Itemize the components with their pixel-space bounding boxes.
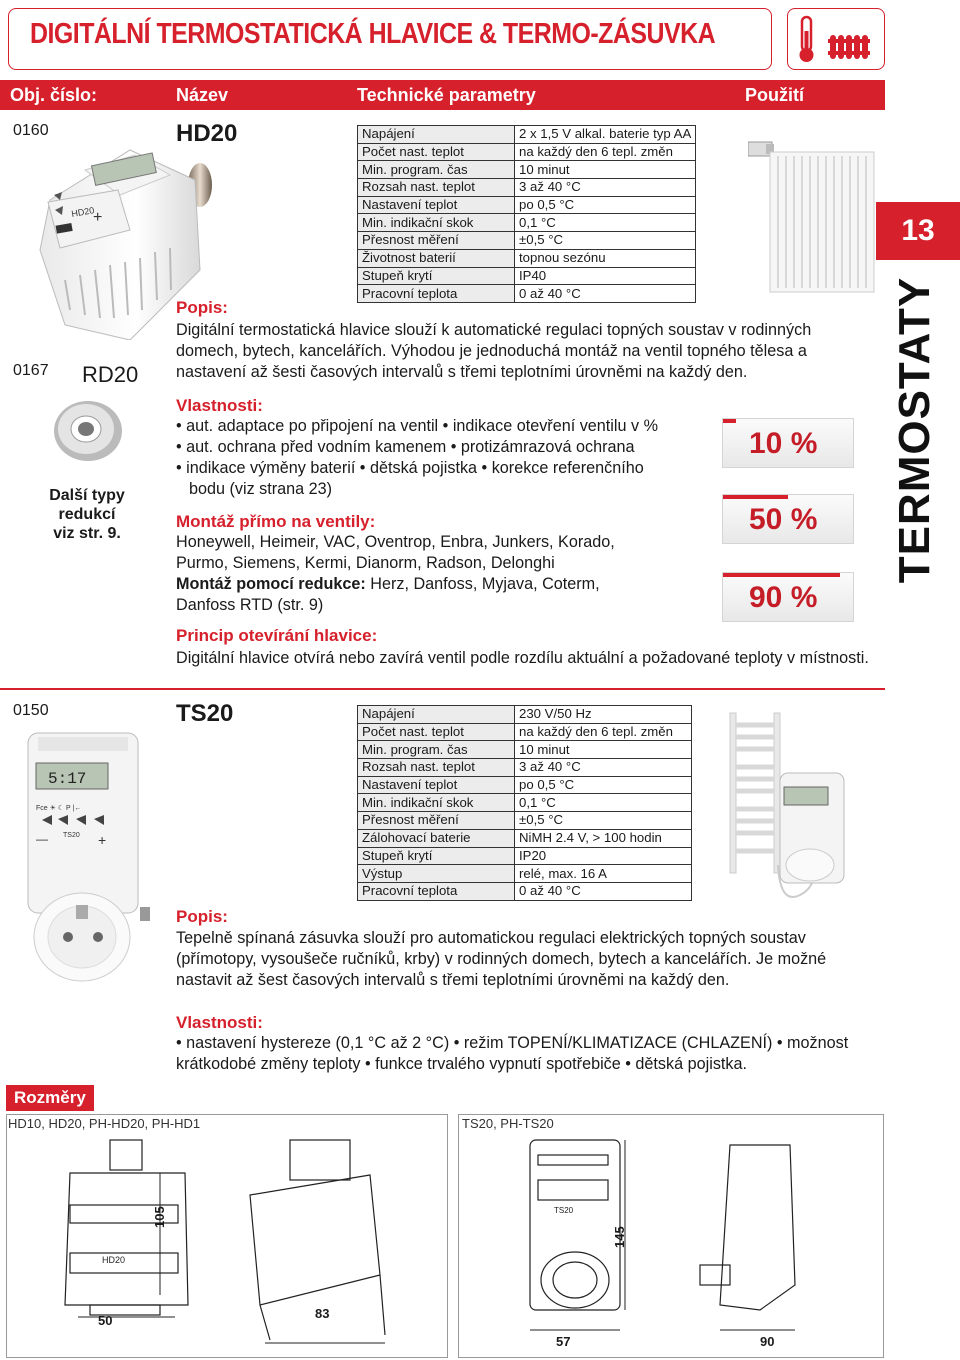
hd20-vlastnosti-line-4: bodu (viz strana 23) xyxy=(189,480,333,498)
ts20-dimension-drawing xyxy=(520,1135,860,1350)
svg-text:+: + xyxy=(98,832,107,848)
ts20-spec-value: 10 minut xyxy=(515,741,692,759)
ts20-popis: Tepelně spínaná zásuvka slouží pro automatickou regulaci elektrických topných soustav (přímotopy, vysoušeče ručníků, krby) v rodinných domech, bytech a kancelářích. Je možné nastavit až šest časových intervalů s třemi teplotními úrovněmi na každý den. xyxy=(176,929,827,989)
hd20-spec-value: 0 až 40 °C xyxy=(515,285,696,303)
hd20-montaz-line-3 xyxy=(176,574,716,595)
svg-text:5:17: 5:17 xyxy=(48,770,87,788)
hd20-montaz-line-4: Danfoss RTD (str. 9) xyxy=(176,596,324,614)
svg-text:HD20: HD20 xyxy=(102,1255,126,1265)
hd20-spec-key: Životnost baterií xyxy=(358,249,515,267)
hd20-spec-key: Stupeň krytí xyxy=(358,267,515,285)
hd20-montaz xyxy=(176,532,716,616)
hd20-spec-row xyxy=(358,232,696,250)
rd20-note-line-1: Další typy xyxy=(49,487,125,504)
dim-105: 105 xyxy=(152,1206,167,1228)
hd20-spec-value: 10 minut xyxy=(515,161,696,179)
radiator-image xyxy=(748,138,878,298)
ts20-spec-value: 230 V/50 Hz xyxy=(515,706,692,724)
ts20-spec-table xyxy=(357,705,692,901)
rd20-note-line-2: redukcí xyxy=(58,506,116,523)
ts20-spec-row xyxy=(358,829,692,847)
percent-box-90 xyxy=(722,572,854,622)
hd20-spec-row xyxy=(358,214,696,232)
svg-text:+: + xyxy=(93,209,103,226)
ts20-spec-row xyxy=(358,812,692,830)
ts20-model: TS20 xyxy=(176,700,234,727)
ts20-spec-value: IP20 xyxy=(515,847,692,865)
percent-bar-10 xyxy=(723,419,736,423)
ts20-spec-row xyxy=(358,865,692,883)
header-obj: Obj. číslo: xyxy=(10,85,98,105)
hd20-spec-key: Nastavení teplot xyxy=(358,196,515,214)
hd20-princip-head: Princip otevírání hlavice: xyxy=(176,626,378,645)
ts20-spec-row xyxy=(358,741,692,759)
hd20-spec-key: Min. indikační skok xyxy=(358,214,515,232)
ts20-popis-head: Popis: xyxy=(176,907,228,926)
hd20-vlastnosti-line-3: • indikace výměny baterií • dětská pojistka • korekce referenčního xyxy=(176,459,644,477)
ts20-product-image xyxy=(18,715,158,985)
hd20-vlastnosti-head: Vlastnosti: xyxy=(176,396,263,415)
hd20-code: 0160 xyxy=(13,122,49,139)
hd20-vlastnosti-line-2: • aut. ochrana před vodním kamenem • protizámrazová ochrana xyxy=(176,438,635,456)
hd20-spec-row xyxy=(358,179,696,197)
percent-bar-50 xyxy=(723,495,788,499)
percent-bar-90 xyxy=(723,573,840,577)
section-number-tab: 13 xyxy=(876,202,960,260)
ts20-spec-key: Přesnost měření xyxy=(358,812,515,830)
hd20-spec-row xyxy=(358,161,696,179)
column-header-bar xyxy=(0,80,885,110)
percent-label-90: 90 % xyxy=(749,581,818,614)
ts20-spec-row xyxy=(358,706,692,724)
hd20-vlastnosti xyxy=(176,416,716,500)
hd20-spec-key: Rozsah nast. teplot xyxy=(358,179,515,197)
ts20-spec-key: Počet nast. teplot xyxy=(358,723,515,741)
ts20-spec-key: Zálohovací baterie xyxy=(358,829,515,847)
svg-text:—: — xyxy=(36,832,48,846)
ts20-spec-value: 0 až 40 °C xyxy=(515,882,692,900)
dim-57: 57 xyxy=(556,1334,571,1349)
hd20-spec-row xyxy=(358,285,696,303)
dim-90: 90 xyxy=(760,1334,775,1349)
ts20-spec-key: Min. program. čas xyxy=(358,741,515,759)
rd20-code: 0167 xyxy=(13,362,49,379)
ts20-spec-value: NiMH 2.4 V, > 100 hodin xyxy=(515,829,692,847)
hd20-spec-value: 0,1 °C xyxy=(515,214,696,232)
svg-text:HD20: HD20 xyxy=(70,205,96,219)
hd20-montaz-line-2: Purmo, Siemens, Kermi, Dianorm, Radson, Delonghi xyxy=(176,554,555,572)
dim-83: 83 xyxy=(315,1306,330,1321)
header-params: Technické parametry xyxy=(357,85,536,105)
ts20-spec-row xyxy=(358,776,692,794)
hd20-montaz-line-1: Honeywell, Heimeir, VAC, Oventrop, Enbra, Junkers, Korado, xyxy=(176,533,615,551)
hd20-spec-key: Pracovní teplota xyxy=(358,285,515,303)
ts20-spec-value: na každý den 6 tepl. změn xyxy=(515,723,692,741)
ts20-spec-key: Stupeň krytí xyxy=(358,847,515,865)
ts20-spec-row xyxy=(358,847,692,865)
svg-text:TS20: TS20 xyxy=(554,1206,574,1215)
rozmery-left-caption: HD10, HD20, PH-HD20, PH-HD1 xyxy=(8,1116,201,1131)
ts20-vlastnosti: • nastavení hystereze (0,1 °C až 2 °C) • režim TOPENÍ/KLIMATIZACE (CHLAZENÍ) • možnost krátkodobé změny teploty • funkce trvalého vypnutí spotřebiče • dětská pojistka. xyxy=(176,1034,849,1073)
section-divider xyxy=(0,688,885,690)
hd20-spec-key: Počet nast. teplot xyxy=(358,143,515,161)
rd20-model: RD20 xyxy=(82,362,139,387)
towel-radiator-image xyxy=(720,705,870,915)
percent-label-50: 50 % xyxy=(749,503,818,536)
ts20-spec-key: Pracovní teplota xyxy=(358,882,515,900)
ts20-spec-key: Min. indikační skok xyxy=(358,794,515,812)
ts20-spec-value: 0,1 °C xyxy=(515,794,692,812)
rd20-note xyxy=(30,486,144,543)
hd20-spec-value: ±0,5 °C xyxy=(515,232,696,250)
hd20-spec-row xyxy=(358,126,696,144)
hd20-vlastnosti-line-1: • aut. adaptace po připojení na ventil • indikace otevření ventilu v % xyxy=(176,417,658,435)
hd20-model: HD20 xyxy=(176,120,238,147)
percent-box-10 xyxy=(722,418,854,468)
ts20-spec-value: ±0,5 °C xyxy=(515,812,692,830)
hd20-spec-value: 2 x 1,5 V alkal. baterie typ AA xyxy=(515,126,696,144)
ts20-spec-row xyxy=(358,759,692,777)
ts20-code: 0150 xyxy=(13,702,49,719)
section-vertical-text: TERMOSTATY xyxy=(890,276,939,584)
hd20-spec-row xyxy=(358,267,696,285)
ts20-spec-key: Výstup xyxy=(358,865,515,883)
ts20-spec-value: 3 až 40 °C xyxy=(515,759,692,777)
ts20-spec-row xyxy=(358,794,692,812)
hd20-spec-row xyxy=(358,143,696,161)
hd20-spec-value: po 0,5 °C xyxy=(515,196,696,214)
ts20-spec-row xyxy=(358,723,692,741)
hd20-spec-table xyxy=(357,125,696,303)
ts20-spec-key: Nastavení teplot xyxy=(358,776,515,794)
rozmery-right-caption: TS20, PH-TS20 xyxy=(462,1116,554,1131)
thermometer-radiator-icon xyxy=(788,9,884,69)
hd20-montaz-redukce-text: Herz, Danfoss, Myjava, Coterm, xyxy=(365,575,600,593)
ts20-spec-value: relé, max. 16 A xyxy=(515,865,692,883)
hd20-spec-value: na každý den 6 tepl. změn xyxy=(515,143,696,161)
svg-text:Fce ☀ ☾ P |←: Fce ☀ ☾ P |← xyxy=(36,805,82,812)
hd20-spec-key: Napájení xyxy=(358,126,515,144)
hd20-princip: Digitální hlavice otvírá nebo zavírá ventil podle rozdílu aktuální a požadované teploty v místnosti. xyxy=(176,649,869,667)
hd20-popis: Digitální termostatická hlavice slouží k automatické regulaci topných soustav v rodinných domech, bytech, kancelářích. Výhodou je jednoduchá montáž na ventil topného tělesa a nastavení až šesti časových intervalů s třemi teplotními úrovněmi na každý den. xyxy=(176,321,812,381)
section-vertical-label xyxy=(870,276,960,584)
header-pouziti: Použití xyxy=(745,85,804,105)
ts20-spec-value: po 0,5 °C xyxy=(515,776,692,794)
logo-frame xyxy=(787,8,885,70)
ts20-spec-key: Napájení xyxy=(358,706,515,724)
rd20-product-image xyxy=(48,395,128,467)
hd20-spec-key: Min. program. čas xyxy=(358,161,515,179)
percent-box-50 xyxy=(722,494,854,544)
svg-text:TS20: TS20 xyxy=(63,832,80,839)
hd20-popis-head: Popis: xyxy=(176,298,228,317)
ts20-vlastnosti-head: Vlastnosti: xyxy=(176,1013,263,1032)
hd20-montaz-redukce-label: Montáž pomocí redukce: xyxy=(176,575,366,593)
page-title: DIGITÁLNÍ TERMOSTATICKÁ HLAVICE & TERMO-ZÁSUVKA xyxy=(30,18,716,50)
rd20-note-line-3: viz str. 9. xyxy=(53,525,121,542)
hd20-spec-row xyxy=(358,249,696,267)
hd20-spec-value: IP40 xyxy=(515,267,696,285)
hd20-spec-value: topnou sezónu xyxy=(515,249,696,267)
hd20-montaz-head: Montáž přímo na ventily: xyxy=(176,512,376,531)
rozmery-label: Rozměry xyxy=(6,1085,94,1111)
percent-label-10: 10 % xyxy=(749,427,818,460)
hd20-spec-key: Přesnost měření xyxy=(358,232,515,250)
ts20-spec-row xyxy=(358,882,692,900)
ts20-spec-key: Rozsah nast. teplot xyxy=(358,759,515,777)
hd20-spec-value: 3 až 40 °C xyxy=(515,179,696,197)
hd20-spec-row xyxy=(358,196,696,214)
dim-50: 50 xyxy=(98,1313,113,1328)
dim-145: 145 xyxy=(612,1226,627,1248)
header-nazev: Název xyxy=(176,85,229,105)
hd20-dimension-drawing xyxy=(40,1135,420,1350)
